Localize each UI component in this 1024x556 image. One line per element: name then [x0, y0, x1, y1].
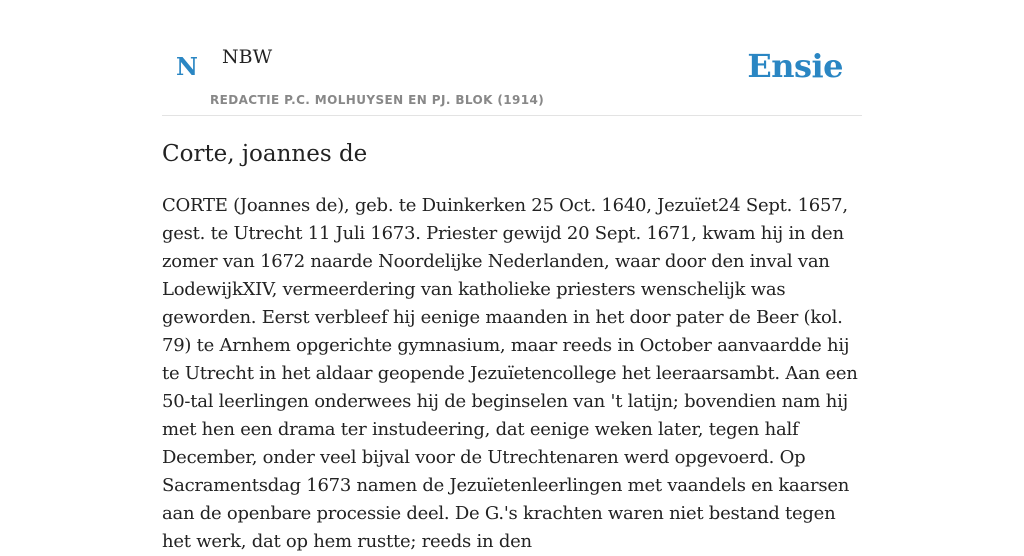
source-subtitle: REDACTIE P.C. MOLHUYSEN EN PJ. BLOK (1914): [210, 93, 545, 107]
brand-logo-link[interactable]: Ensie: [747, 47, 843, 85]
source-title[interactable]: NBW: [222, 46, 273, 68]
article-title: Corte, joannes de: [162, 141, 368, 167]
site-header: [162, 0, 862, 116]
source-logo-icon[interactable]: N: [176, 52, 198, 81]
article-body: CORTE (Joannes de), geb. te Duinkerken 25 Oct. 1640, Jezuïet24 Sept. 1657, gest. te Utrecht 11 Juli 1673. Priester gewijd 20 Sept. 1671, kwam hij in den zomer van 1672 naarde Noordelijke Nederlanden, waar door den inval van LodewijkXIV, vermeerdering van katholieke priesters wenschelijk was geworden. Eerst verbleef hij eenige maanden in het door pater de Beer (kol. 79) te Arnhem opgerichte gymnasium, maar reeds in October aanvaardde hij te Utrecht in het aldaar geopende Jezuïetencollege het leeraarsambt. Aan een 50-tal leerlingen onderwees hij de beginselen van 't latijn; bovendien nam hij met hen een drama ter instudeering, dat eenige weken later, tegen half December, onder veel bijval voor de Utrechtenaren werd opgevoerd. Op Sacramentsdag 1673 namen de Jezuïetenleerlingen met vaandels en kaarsen aan de openbare processie deel. De G.'s krachten waren niet bestand tegen het werk, dat op hem rustte; reeds in den: [162, 195, 858, 552]
